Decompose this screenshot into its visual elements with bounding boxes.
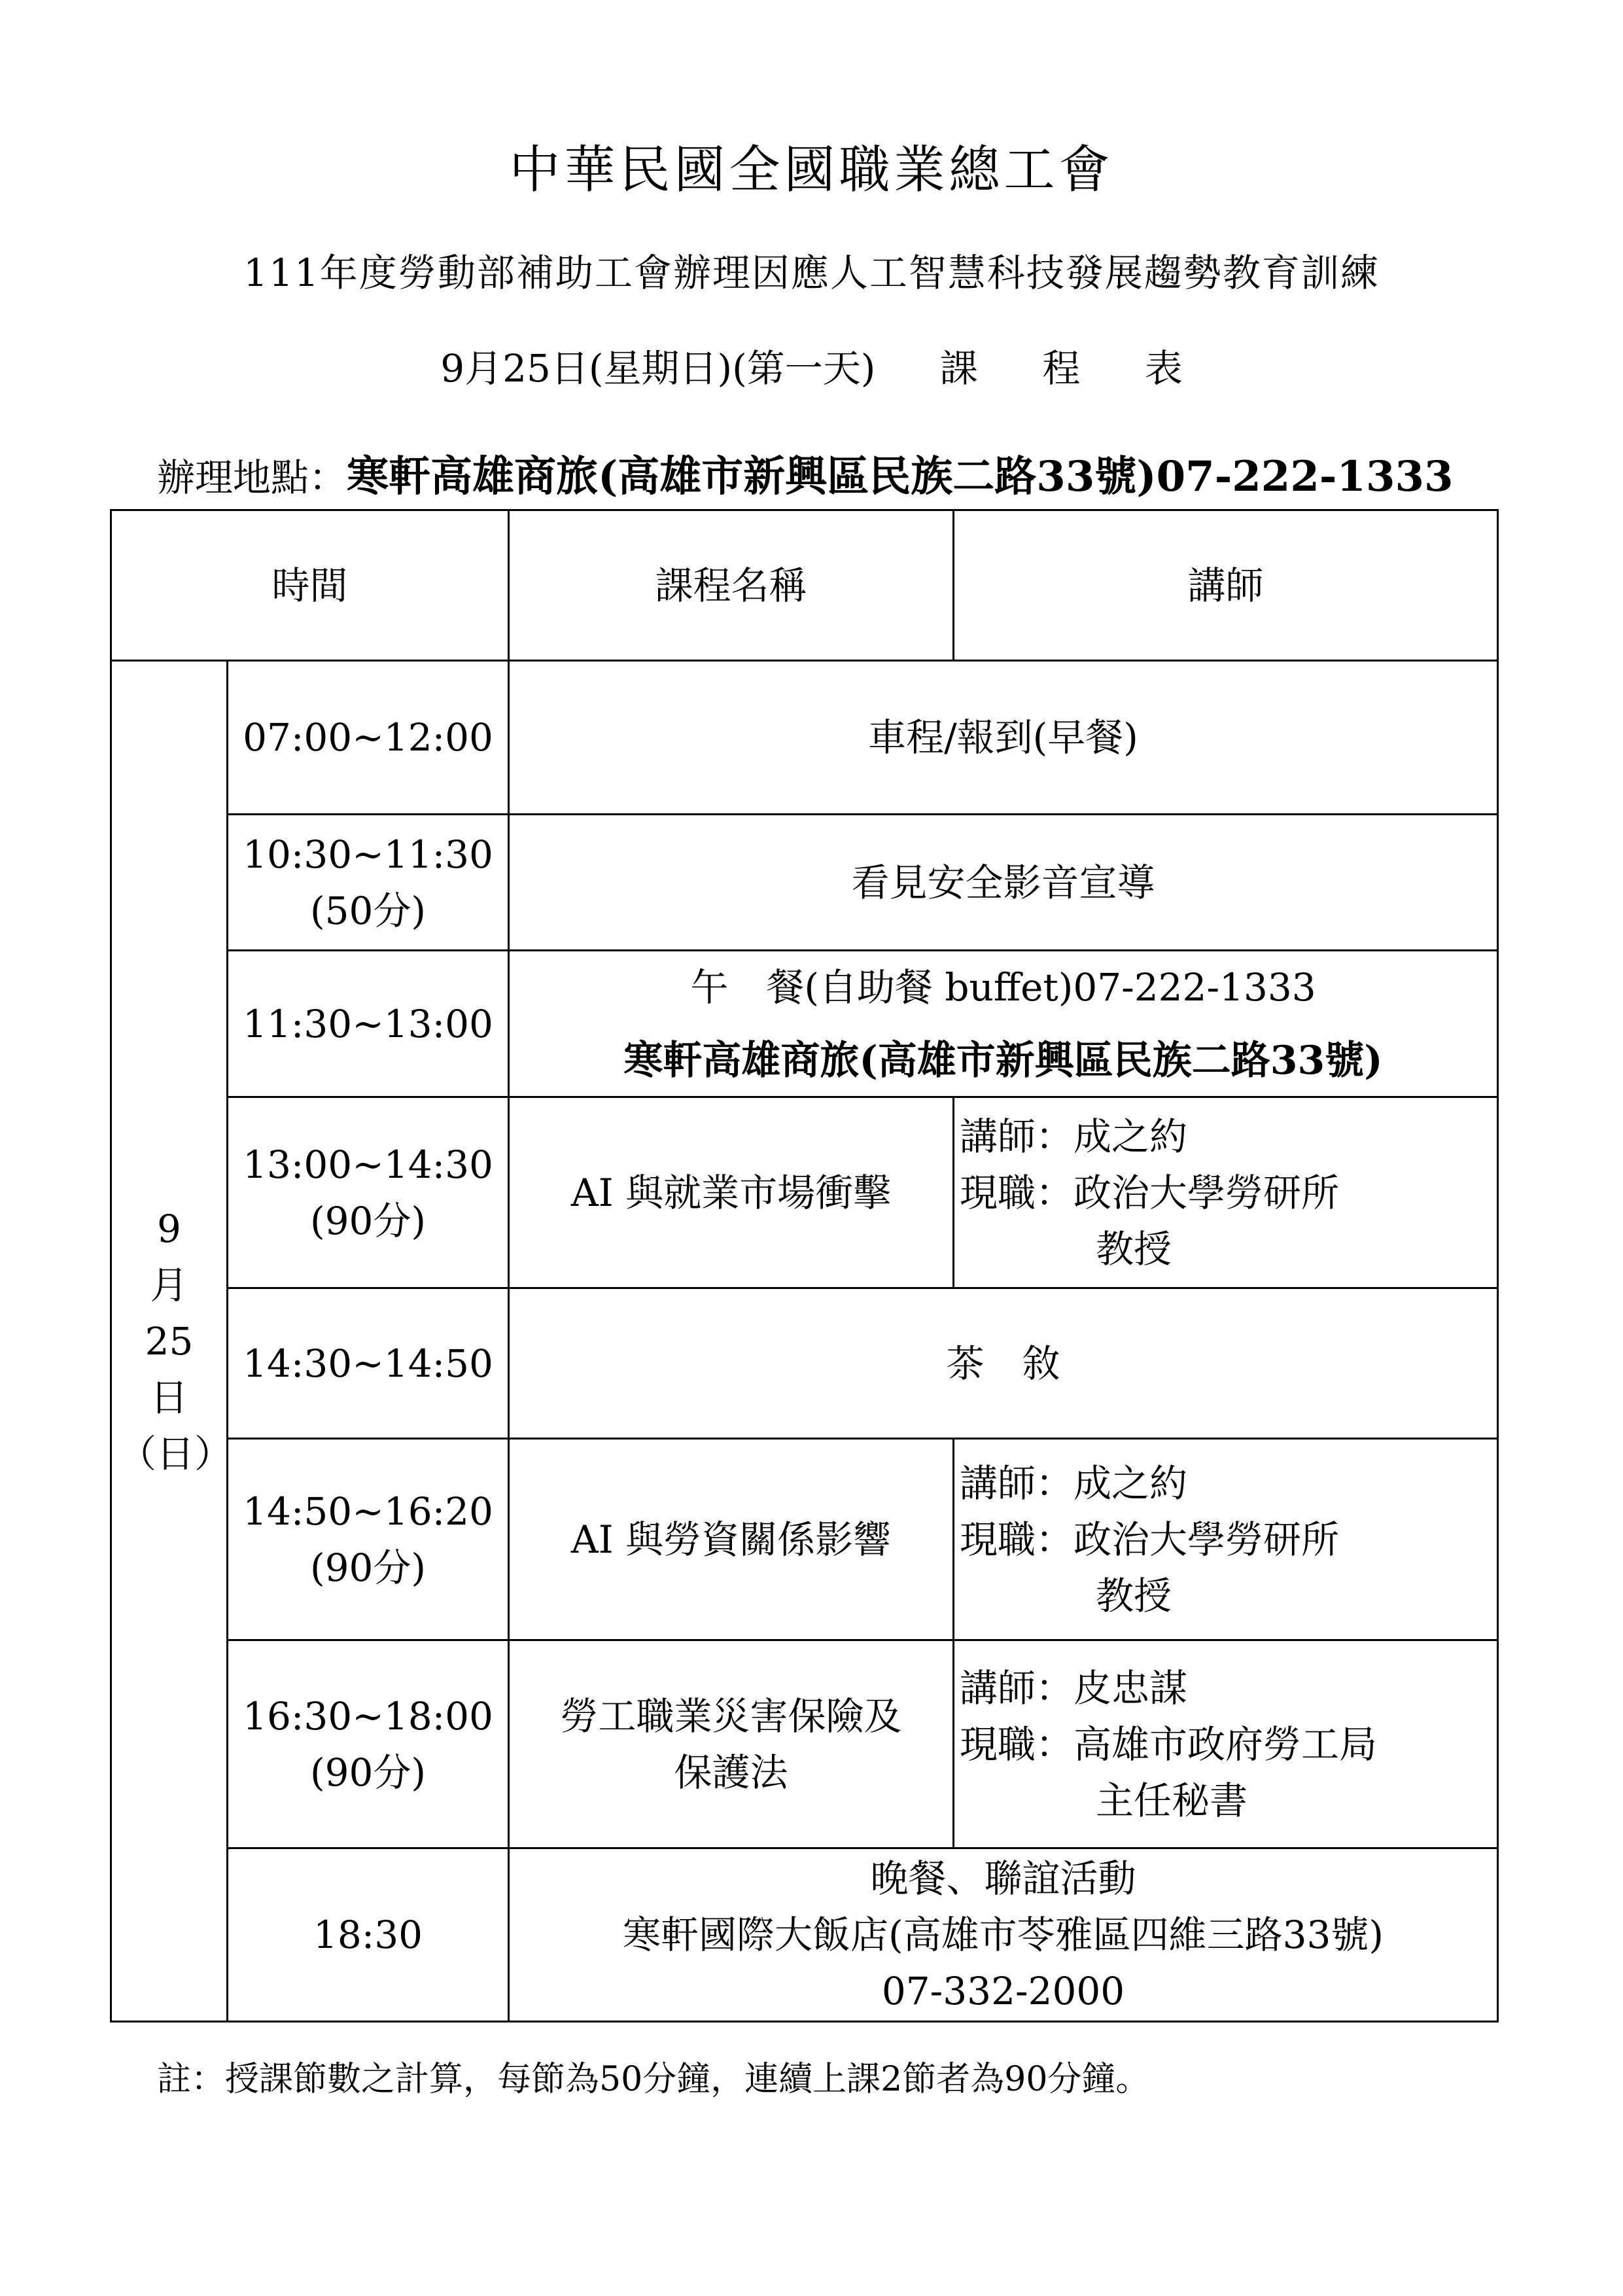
time-range: 13:00~14:30 xyxy=(243,1142,493,1187)
lunch-info: 午 餐(自助餐 buffet)07-222-1333 xyxy=(690,964,1316,1010)
time-cell xyxy=(228,1439,509,1640)
instructor-position: 現職：高雄市政府勞工局 xyxy=(960,1722,1378,1767)
schedule-heading xyxy=(0,339,1623,398)
date-cell xyxy=(111,661,233,2022)
table-row xyxy=(111,951,1498,1097)
time-cell xyxy=(228,815,509,951)
course-title-line: 勞工職業災害保險及 xyxy=(560,1693,902,1739)
time-cell: 18:30 xyxy=(228,1848,509,2022)
date-line: 25 xyxy=(145,1318,194,1364)
date-line: 月 xyxy=(150,1262,188,1307)
header-instructor: 講師 xyxy=(954,510,1498,661)
content-cell xyxy=(509,951,1498,1097)
dinner-venue: 寒軒國際大飯店(高雄市苓雅區四維三路33號) xyxy=(622,1913,1384,1957)
time-cell xyxy=(228,1640,509,1848)
table-row xyxy=(111,1640,1498,1848)
table-row xyxy=(111,1848,1498,2022)
schedule-table xyxy=(110,509,1499,2022)
instructor-position-title: 教授 xyxy=(1096,1226,1172,1271)
date-line: 日 xyxy=(150,1375,188,1420)
footnote: 註：授課節數之計算，每節為50分鐘，連續上課2節者為90分鐘。 xyxy=(157,2060,1150,2099)
table-row xyxy=(111,661,1498,815)
course-title-line: 保護法 xyxy=(674,1750,788,1795)
dinner-phone: 07-332-2000 xyxy=(881,1969,1125,2013)
course-cell xyxy=(509,1640,954,1848)
time-cell: 07:00~12:00 xyxy=(228,661,509,815)
schedule-heading-word-2: 程 xyxy=(1042,346,1081,391)
content-cell: 茶 敘 xyxy=(509,1288,1498,1439)
time-range: 16:30~18:00 xyxy=(243,1693,493,1739)
instructor-name: 講師：皮忠謀 xyxy=(960,1665,1188,1710)
date-line: 9 xyxy=(157,1206,181,1251)
duration: (50分) xyxy=(309,888,427,933)
instructor-position: 現職：政治大學勞研所 xyxy=(960,1170,1340,1215)
instructor-position: 現職：政治大學勞研所 xyxy=(960,1517,1340,1562)
content-cell: 車程/報到(早餐) xyxy=(509,661,1498,815)
instructor-cell xyxy=(954,1439,1498,1640)
venue-value: 寒軒高雄商旅(高雄市新興區民族二路33號)07-222-1333 xyxy=(347,452,1454,501)
duration: (90分) xyxy=(309,1545,427,1590)
instructor-name: 講師：成之約 xyxy=(960,1460,1188,1506)
table-row xyxy=(111,815,1498,951)
document-title: 中華民國全國職業總工會 xyxy=(509,141,1114,200)
time-cell xyxy=(228,1097,509,1288)
schedule-heading-word-1: 課 xyxy=(939,346,978,391)
document-subtitle: 111年度勞動部補助工會辦理因應人工智慧科技發展趨勢教育訓練 xyxy=(243,251,1380,295)
lunch-venue: 寒軒高雄商旅(高雄市新興區民族二路33號) xyxy=(623,1037,1383,1084)
content-cell: 看見安全影音宣導 xyxy=(509,815,1498,951)
schedule-heading-word-3: 表 xyxy=(1144,346,1183,391)
table-row xyxy=(111,1439,1498,1640)
duration: (90分) xyxy=(309,1198,427,1243)
table-header-row xyxy=(111,510,1498,661)
table-row xyxy=(111,1288,1498,1439)
instructor-position-title: 主任秘書 xyxy=(1096,1778,1248,1823)
course-cell: AI 與勞資關係影響 xyxy=(509,1439,954,1640)
time-range: 10:30~11:30 xyxy=(243,832,493,877)
instructor-name: 講師：成之約 xyxy=(960,1114,1188,1159)
duration: (90分) xyxy=(309,1750,427,1795)
time-cell: 11:30~13:00 xyxy=(228,951,509,1097)
instructor-position-title: 教授 xyxy=(1096,1573,1172,1618)
table-row xyxy=(111,1097,1498,1288)
instructor-cell xyxy=(954,1097,1498,1288)
schedule-day: 9月25日(星期日)(第一天) xyxy=(440,346,876,391)
instructor-cell xyxy=(954,1640,1498,1848)
time-range: 14:50~16:20 xyxy=(243,1489,493,1534)
venue-label: 辦理地點： xyxy=(157,455,347,500)
content-cell xyxy=(509,1848,1498,2022)
course-cell: AI 與就業市場衝擊 xyxy=(509,1097,954,1288)
header-course: 課程名稱 xyxy=(509,510,954,661)
dinner-title: 晚餐、聯誼活動 xyxy=(870,1856,1136,1901)
header-time: 時間 xyxy=(111,510,509,661)
date-line: （日） xyxy=(118,1431,233,1476)
venue-line xyxy=(157,448,1454,507)
time-cell: 14:30~14:50 xyxy=(228,1288,509,1439)
